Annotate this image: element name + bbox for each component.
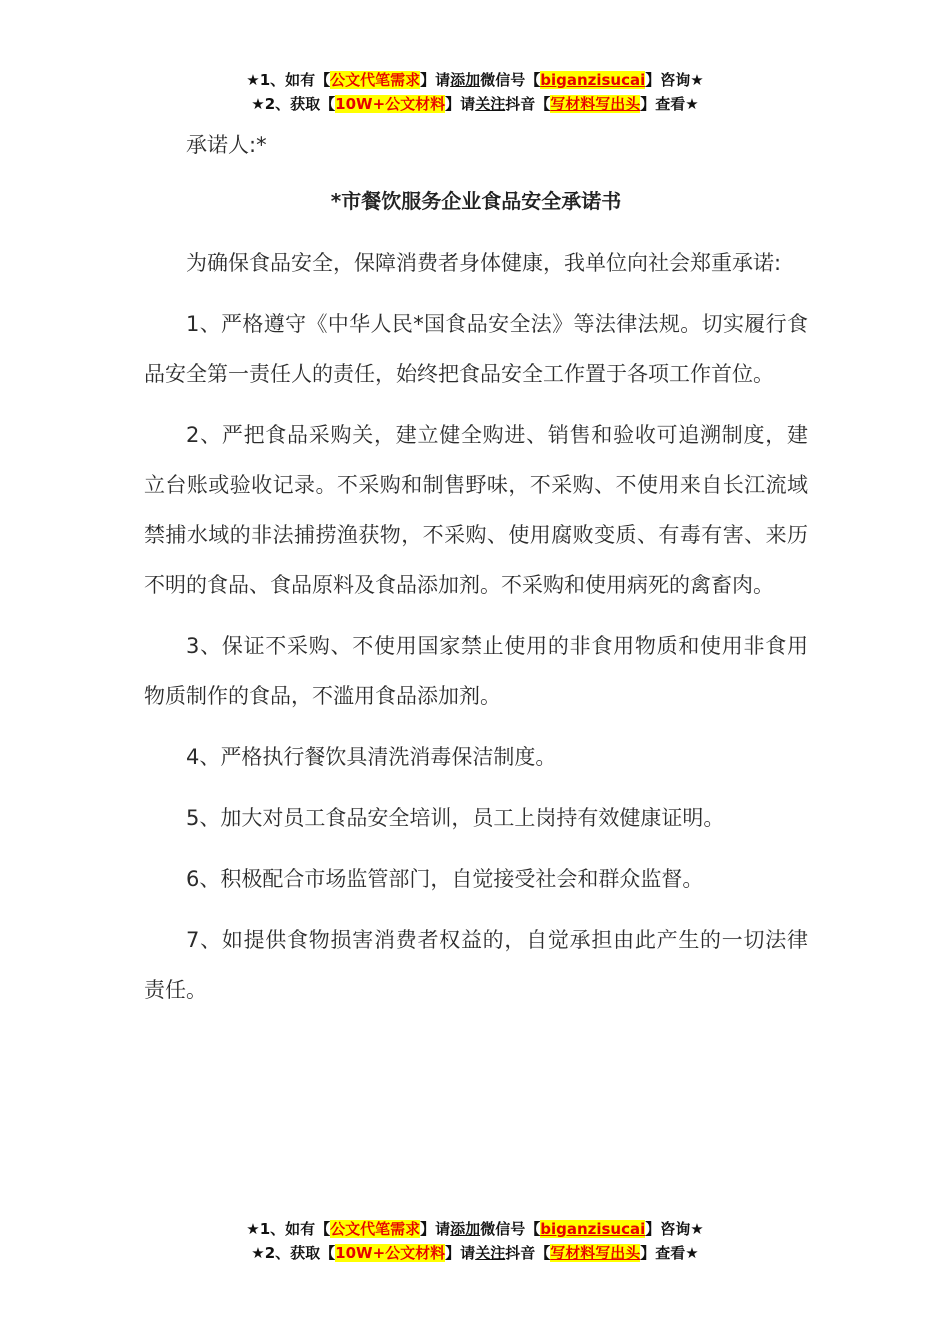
banner-emphasis: 添加: [450, 71, 481, 89]
banner-emphasis: 关注: [475, 95, 506, 113]
banner-line-2: [0, 1241, 950, 1265]
document-title: *市餐饮服务企业食品安全承诺书: [330, 189, 622, 213]
banner-emphasis: 关注: [475, 1244, 506, 1262]
banner-text: 】查看: [640, 1244, 686, 1262]
paragraph-item-6: 6、积极配合市场监管部门，自觉接受社会和群众监督。: [186, 867, 704, 891]
paragraph-intro: 为确保食品安全，保障消费者身体健康，我单位向社会郑重承诺:: [186, 251, 782, 275]
paragraph-item-5: 5、加大对员工食品安全培训，员工上岗持有效健康证明。: [186, 806, 725, 830]
banner-text: 】请: [445, 95, 476, 113]
star-icon: ★: [690, 1220, 704, 1238]
banner-line-1: [0, 68, 950, 92]
banner-text: 】请: [420, 1220, 451, 1238]
banner-text: 2、获取【: [264, 95, 336, 113]
banner-text: 2、获取【: [264, 1244, 336, 1262]
star-icon: ★: [685, 1244, 699, 1262]
highlight-douyin-account: 写材料写出头: [550, 1244, 641, 1262]
highlight-service: 公文代笔需求: [330, 1220, 421, 1238]
paragraph-item-4: 4、严格执行餐饮具清洗消毒保洁制度。: [186, 745, 557, 769]
banner-emphasis: 添加: [450, 1220, 481, 1238]
banner-text: 】请: [420, 71, 451, 89]
banner-text: 微信号【: [480, 1220, 541, 1238]
banner-text: 1、如有【: [259, 71, 331, 89]
star-icon: ★: [690, 71, 704, 89]
banner-text: 抖音【: [505, 1244, 551, 1262]
banner-text: 】咨询: [645, 71, 691, 89]
star-icon: ★: [246, 71, 260, 89]
highlight-service: 公文代笔需求: [330, 71, 421, 89]
banner-text: 】查看: [640, 95, 686, 113]
paragraph-item-7: 7、如提供食物损害消费者权益的，自觉承担由此产生的一切法律责任。: [144, 928, 808, 1002]
highlight-materials: 10W+公文材料: [335, 95, 446, 113]
bottom-banner: [0, 1217, 950, 1265]
banner-text: 1、如有【: [259, 1220, 331, 1238]
top-banner: [0, 68, 950, 116]
star-icon: ★: [251, 95, 265, 113]
banner-text: 微信号【: [480, 71, 541, 89]
highlight-douyin-account: 写材料写出头: [550, 95, 641, 113]
paragraph-item-2: 2、严把食品采购关，建立健全购进、销售和验收可追溯制度，建立台账或验收记录。不采购和制售野味，不采购、不使用来自长江流域禁捕水域的非法捕捞渔获物，不采购、使用腐败变质、有毒有害、来历不明的食品、食品原料及食品添加剂。不采购和使用病死的禽畜肉。: [144, 423, 808, 597]
signer-line: 承诺人:*: [186, 133, 267, 157]
star-icon: ★: [251, 1244, 265, 1262]
highlight-wechat-id: biganzisucai: [540, 1220, 646, 1238]
banner-text: 抖音【: [505, 95, 551, 113]
star-icon: ★: [685, 95, 699, 113]
banner-text: 】请: [445, 1244, 476, 1262]
paragraph-item-1: 1、严格遵守《中华人民*国食品安全法》等法律法规。切实履行食品安全第一责任人的责任，始终把食品安全工作置于各项工作首位。: [144, 312, 808, 386]
highlight-materials: 10W+公文材料: [335, 1244, 446, 1262]
banner-text: 】咨询: [645, 1220, 691, 1238]
document-body: [144, 120, 808, 1026]
banner-line-1: [0, 1217, 950, 1241]
banner-line-2: [0, 92, 950, 116]
highlight-wechat-id: biganzisucai: [540, 71, 646, 89]
star-icon: ★: [246, 1220, 260, 1238]
paragraph-item-3: 3、保证不采购、不使用国家禁止使用的非食用物质和使用非食用物质制作的食品，不滥用食品添加剂。: [144, 634, 808, 708]
